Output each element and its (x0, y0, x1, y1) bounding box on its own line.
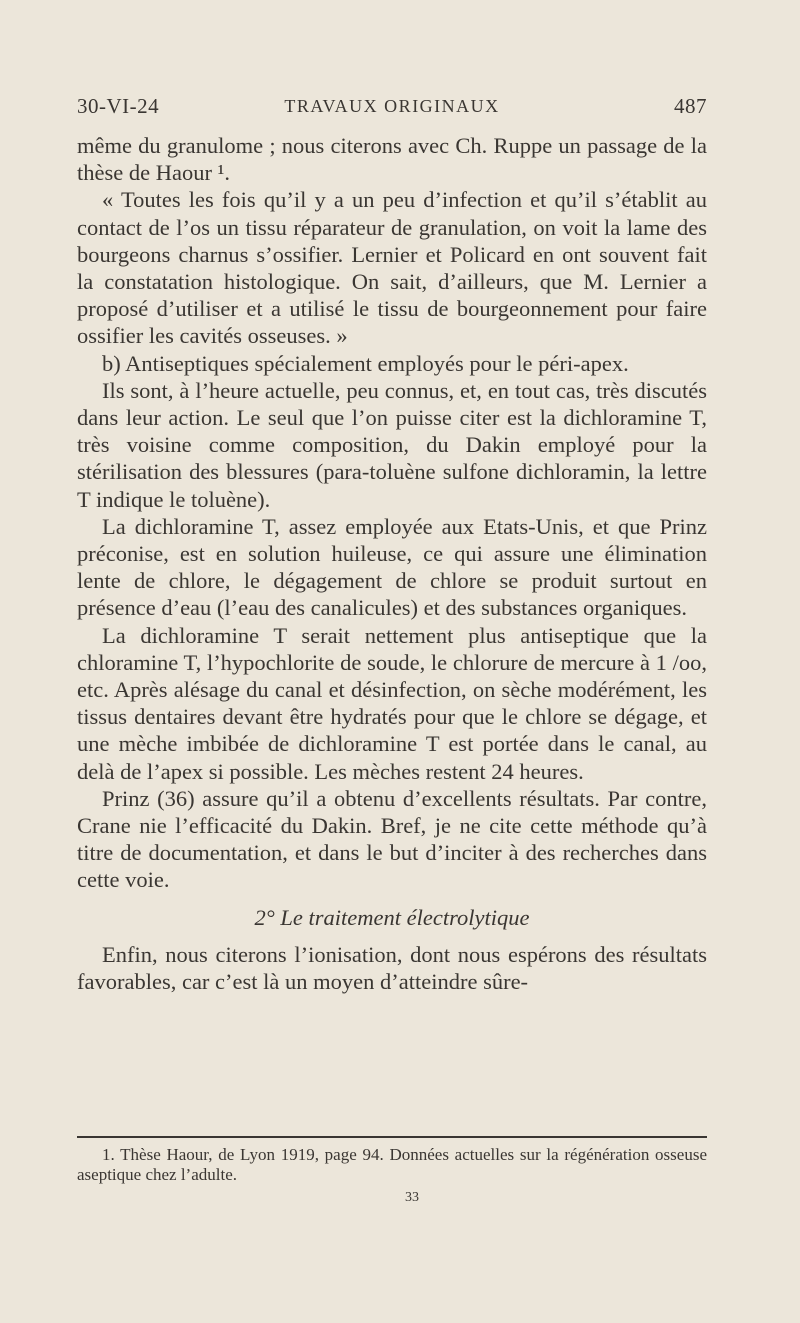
header-title: TRAVAUX ORIGINAUX (284, 96, 500, 116)
footnote: 1. Thèse Haour, de Lyon 1919, page 94. Données actuelles sur la régénération osseuse aseptique chez l’adulte. (77, 1145, 707, 1184)
paragraph: Enfin, nous citerons l’ionisation, dont nous espérons des résultats favorables, car c’est là un moyen d’atteindre sûre- (77, 941, 707, 995)
header-date: 30-VI-24 (77, 94, 160, 118)
running-header (77, 94, 707, 122)
footnote-rule (77, 1136, 707, 1138)
body-text (77, 132, 707, 995)
paragraph: Prinz (36) assure qu’il a obtenu d’excellents résultats. Par contre, Crane nie l’efficacité du Dakin. Bref, je ne cite cette méthode qu’à titre de documentation, et dans le but d’inciter à des recherches dans cette voie. (77, 785, 707, 893)
subheading-paragraph: b) Antiseptiques spécialement employés pour le péri-apex. (102, 350, 629, 376)
paragraph: Ils sont, à l’heure actuelle, peu connus, et, en tout cas, très discutés dans leur action. Le seul que l’on puisse citer est la dichloramine T, très voisine comme composition, du Dakin employé pour la stérilisation des blessures (para-toluène sulfone dichloramin, la lettre T indique le toluène). (77, 377, 707, 512)
page-number: 487 (674, 94, 707, 118)
signature-mark: 33 (405, 1190, 419, 1205)
quotation-paragraph: « Toutes les fois qu’il y a un peu d’infection et qu’il s’établit au contact de l’os un tissu réparateur de granulation, on voit la lame des bourgeons charnus s’ossifier. Lernier et Policard en ont souvent fait la constatation histologique. On sait, d’ailleurs, que M. Lernier a proposé d’utiliser et a utilisé le tissu de bourgeonnement pour faire ossifier les cavités osseuses. » (77, 187, 707, 349)
section-title: 2° Le traitement électrolytique (254, 904, 530, 930)
paragraph: même du granulome ; nous citerons avec Ch. Ruppe un passage de la thèse de Haour ¹. (77, 133, 707, 186)
paragraph: La dichloramine T, assez employée aux Etats-Unis, et que Prinz préconise, est en solution huileuse, ce qui assure une élimination lente de chlore, le dégagement de chlore se produit surtout en présence d’eau (l’eau des canalicules) et des substances organiques. (77, 513, 707, 621)
paragraph: La dichloramine T serait nettement plus antiseptique que la chloramine T, l’hypochlorite de soude, le chlorure de mercure à 1 /oo, etc. Après alésage du canal et désinfection, on sèche modérément, les tissus dentaires devant être hydratés pour que le chlore se dégage, et une mèche imbibée de dichloramine T est portée dans le canal, au delà de l’apex si possible. Les mèches restent 24 heures. (77, 622, 707, 784)
